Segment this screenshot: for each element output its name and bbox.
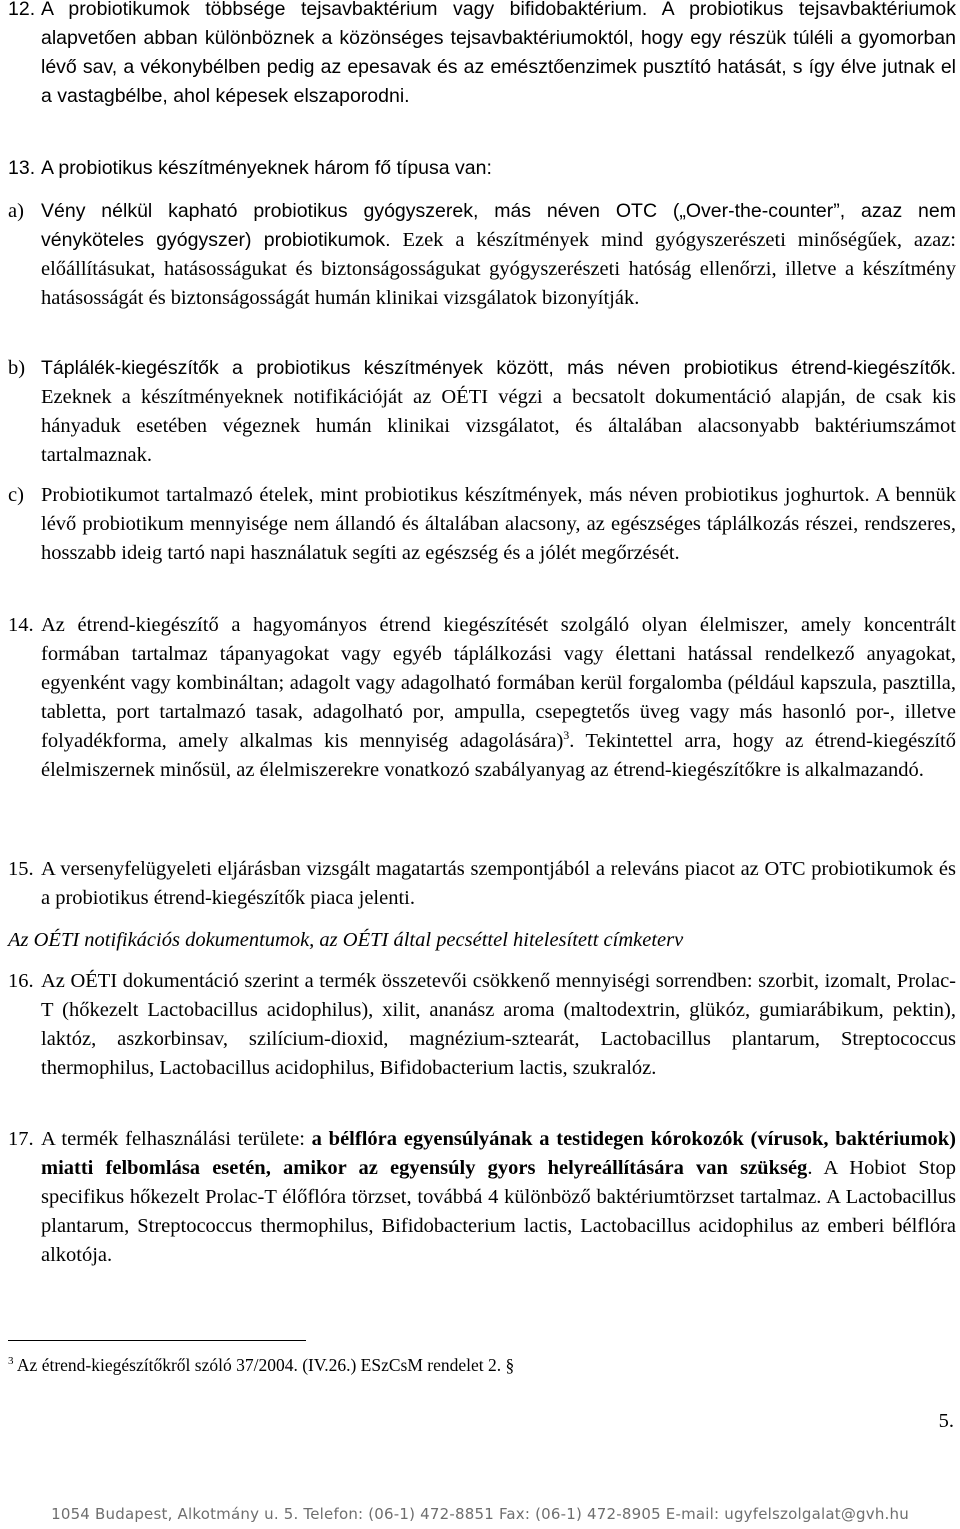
paragraph-bold-text: a bélflóra egyensúlyának a testidegen kórokozók (vírusok, baktériumok) miatti felbomlása esetén, amikor az egyensúly gyors helyreállítására van szükség [41,1128,957,1179]
list-text-start: Vény nélkül kapható probiotikus gyógyszerek, más néven OTC („Over-the-counter”, azaz nem vényköteles gyógyszer) probiotikumok. [41,200,956,251]
paragraph-text: A termék felhasználási területe: [41,1128,305,1150]
page-number: 5. [938,1410,954,1432]
paragraph-14 [8,611,956,785]
paragraph-number: 14. [8,614,34,636]
paragraph-text: A probiotikus készítményeknek három fő típusa van: [41,157,492,179]
list-text-rest: Ezek a készítmények mind gyógyszerészeti minőségűek, azaz: előállításukat, hatásosságukat és biztonságosságukat gyógyszerészeti hatóság ellenőrzi, illetve a készítmény hatásosságát és biztonságosságát humán klinikai vizsgálatok bizonyítják. [41,229,956,309]
page-footer: 1054 Budapest, Alkotmány u. 5. Telefon: (06-1) 472-8851 Fax: (06-1) 472-8905 E-mail: ugyfelszolgalat@gvh.hu [51,1505,909,1523]
paragraph-17 [8,1125,956,1270]
paragraph-text: A probiotikumok többsége tejsavbaktérium vagy bifidobaktérium. A probiotikus tejsavbaktériumok alapvetően abban különböznek a közönséges tejsavbaktériumoktól, hogy egy részük túléli a gyomorban lévő sav, a vékonybélben pedig az epesavak és az emésztőenzimek pusztító hatását, s így élve jutnak el a vastagbélbe, ahol képesek elszaporodni. [41,0,956,107]
paragraph-number: 17. [8,1128,34,1150]
list-item-a [8,197,956,313]
list-item-c [8,481,956,568]
paragraph-text-continued: . Tekintettel arra, hogy az étrend-kiegészítő élelmiszernek minősül, az élelmiszerekre vonatkozó szabályanyag az étrend-kiegészítőkre is alkalmazandó. [41,730,956,781]
paragraph-text: A versenyfelügyeleti eljárásban vizsgált magatartás szempontjából a releváns piacot az OTC probiotikumok és a probiotikus étrend-kiegészítők piaca jelenti. [41,858,956,909]
list-label: a) [8,200,24,222]
list-label: b) [8,357,26,379]
footnote-reference: 3 [563,728,570,743]
footnote [8,1352,908,1378]
paragraph-12 [8,0,956,111]
paragraph-number: 15. [8,858,34,880]
paragraph-text: Az OÉTI dokumentáció szerint a termék összetevői csökkenő mennyiségi sorrendben: szorbit, izomalt, Prolac-T (hőkezelt Lactobacillus acidophilus), xilit, ananász aroma (maltodextrin, glükóz, gumiarábikum, pektin), laktóz, aszkorbinsav, szilícium-dioxid, magnézium-sztearát, Lactobacillus plantarum, Streptococcus thermophilus, Lactobacillus acidophilus, Bifidobacterium lactis, szukralóz. [41,970,956,1079]
paragraph-number: 12. [8,0,36,20]
footnote-text: Az étrend-kiegészítőkről szóló 37/2004. (IV.26.) ESzCsM rendelet 2. § [16,1355,515,1375]
list-text-rest: A bennük lévő probiotikum mennyisége nem állandó és általában alacsony, az egészséges táplálkozás részei, rendszeres, hosszabb ideig tartó napi használatuk segíti az egészség és a jólét megőrzését. [41,484,956,564]
paragraph-16 [8,967,956,1083]
paragraph-number: 16. [8,970,34,992]
paragraph-text-continued: . A Hobiot Stop specifikus hőkezelt Prolac-T élőflóra törzset, továbbá 4 különböző baktériumtörzset tartalmaz. A Lactobacillus plantarum, Streptococcus thermophilus, Bifidobacterium lactis, Lactobacillus acidophilus az emberi bélflóra alkotója. [41,1157,956,1266]
section-heading: Az OÉTI notifikációs dokumentumok, az OÉTI által pecséttel hitelesített címketerv [8,929,684,951]
list-text-start: Táplálék-kiegészítők a probiotikus készítmények között, más néven probiotikus étrend-kiegészítők. [41,357,956,379]
list-text-rest: Ezeknek a készítményeknek notifikációját az OÉTI végzi a becsatolt dokumentáció alapján, de csak kis hányaduk esetében végeznek humán klinikai vizsgálatot, és általában alacsonyabb baktériumszámot tartalmaznak. [41,386,956,466]
list-label: c) [8,484,24,506]
footnote-divider [8,1340,306,1341]
paragraph-15 [8,855,956,913]
paragraph-13 [8,154,956,183]
list-item-b [8,354,956,470]
footnote-number: 3 [8,1355,14,1368]
list-text-start: Probiotikumot tartalmazó ételek, mint probiotikus készítmények, más néven probiotikus joghurtok. [41,484,870,506]
paragraph-text: Az étrend-kiegészítő a hagyományos étrend kiegészítését szolgáló olyan élelmiszer, amely koncentrált formában tartalmaz tápanyagokat vagy egyéb táplálkozási vagy élettani hatással rendelkező anyagokat, egyenként vagy kombináltan; adagolt vagy adagolható formában kerül forgalomba (például kapszula, pasztilla, tabletta, port tartalmazó tasak, adagolható por, ampulla, csepegtetős üveg vagy más hasonló por-, illetve folyadékforma, amely alkalmas kis mennyiség adagolására) [41,614,956,752]
paragraph-number: 13. [8,157,36,179]
